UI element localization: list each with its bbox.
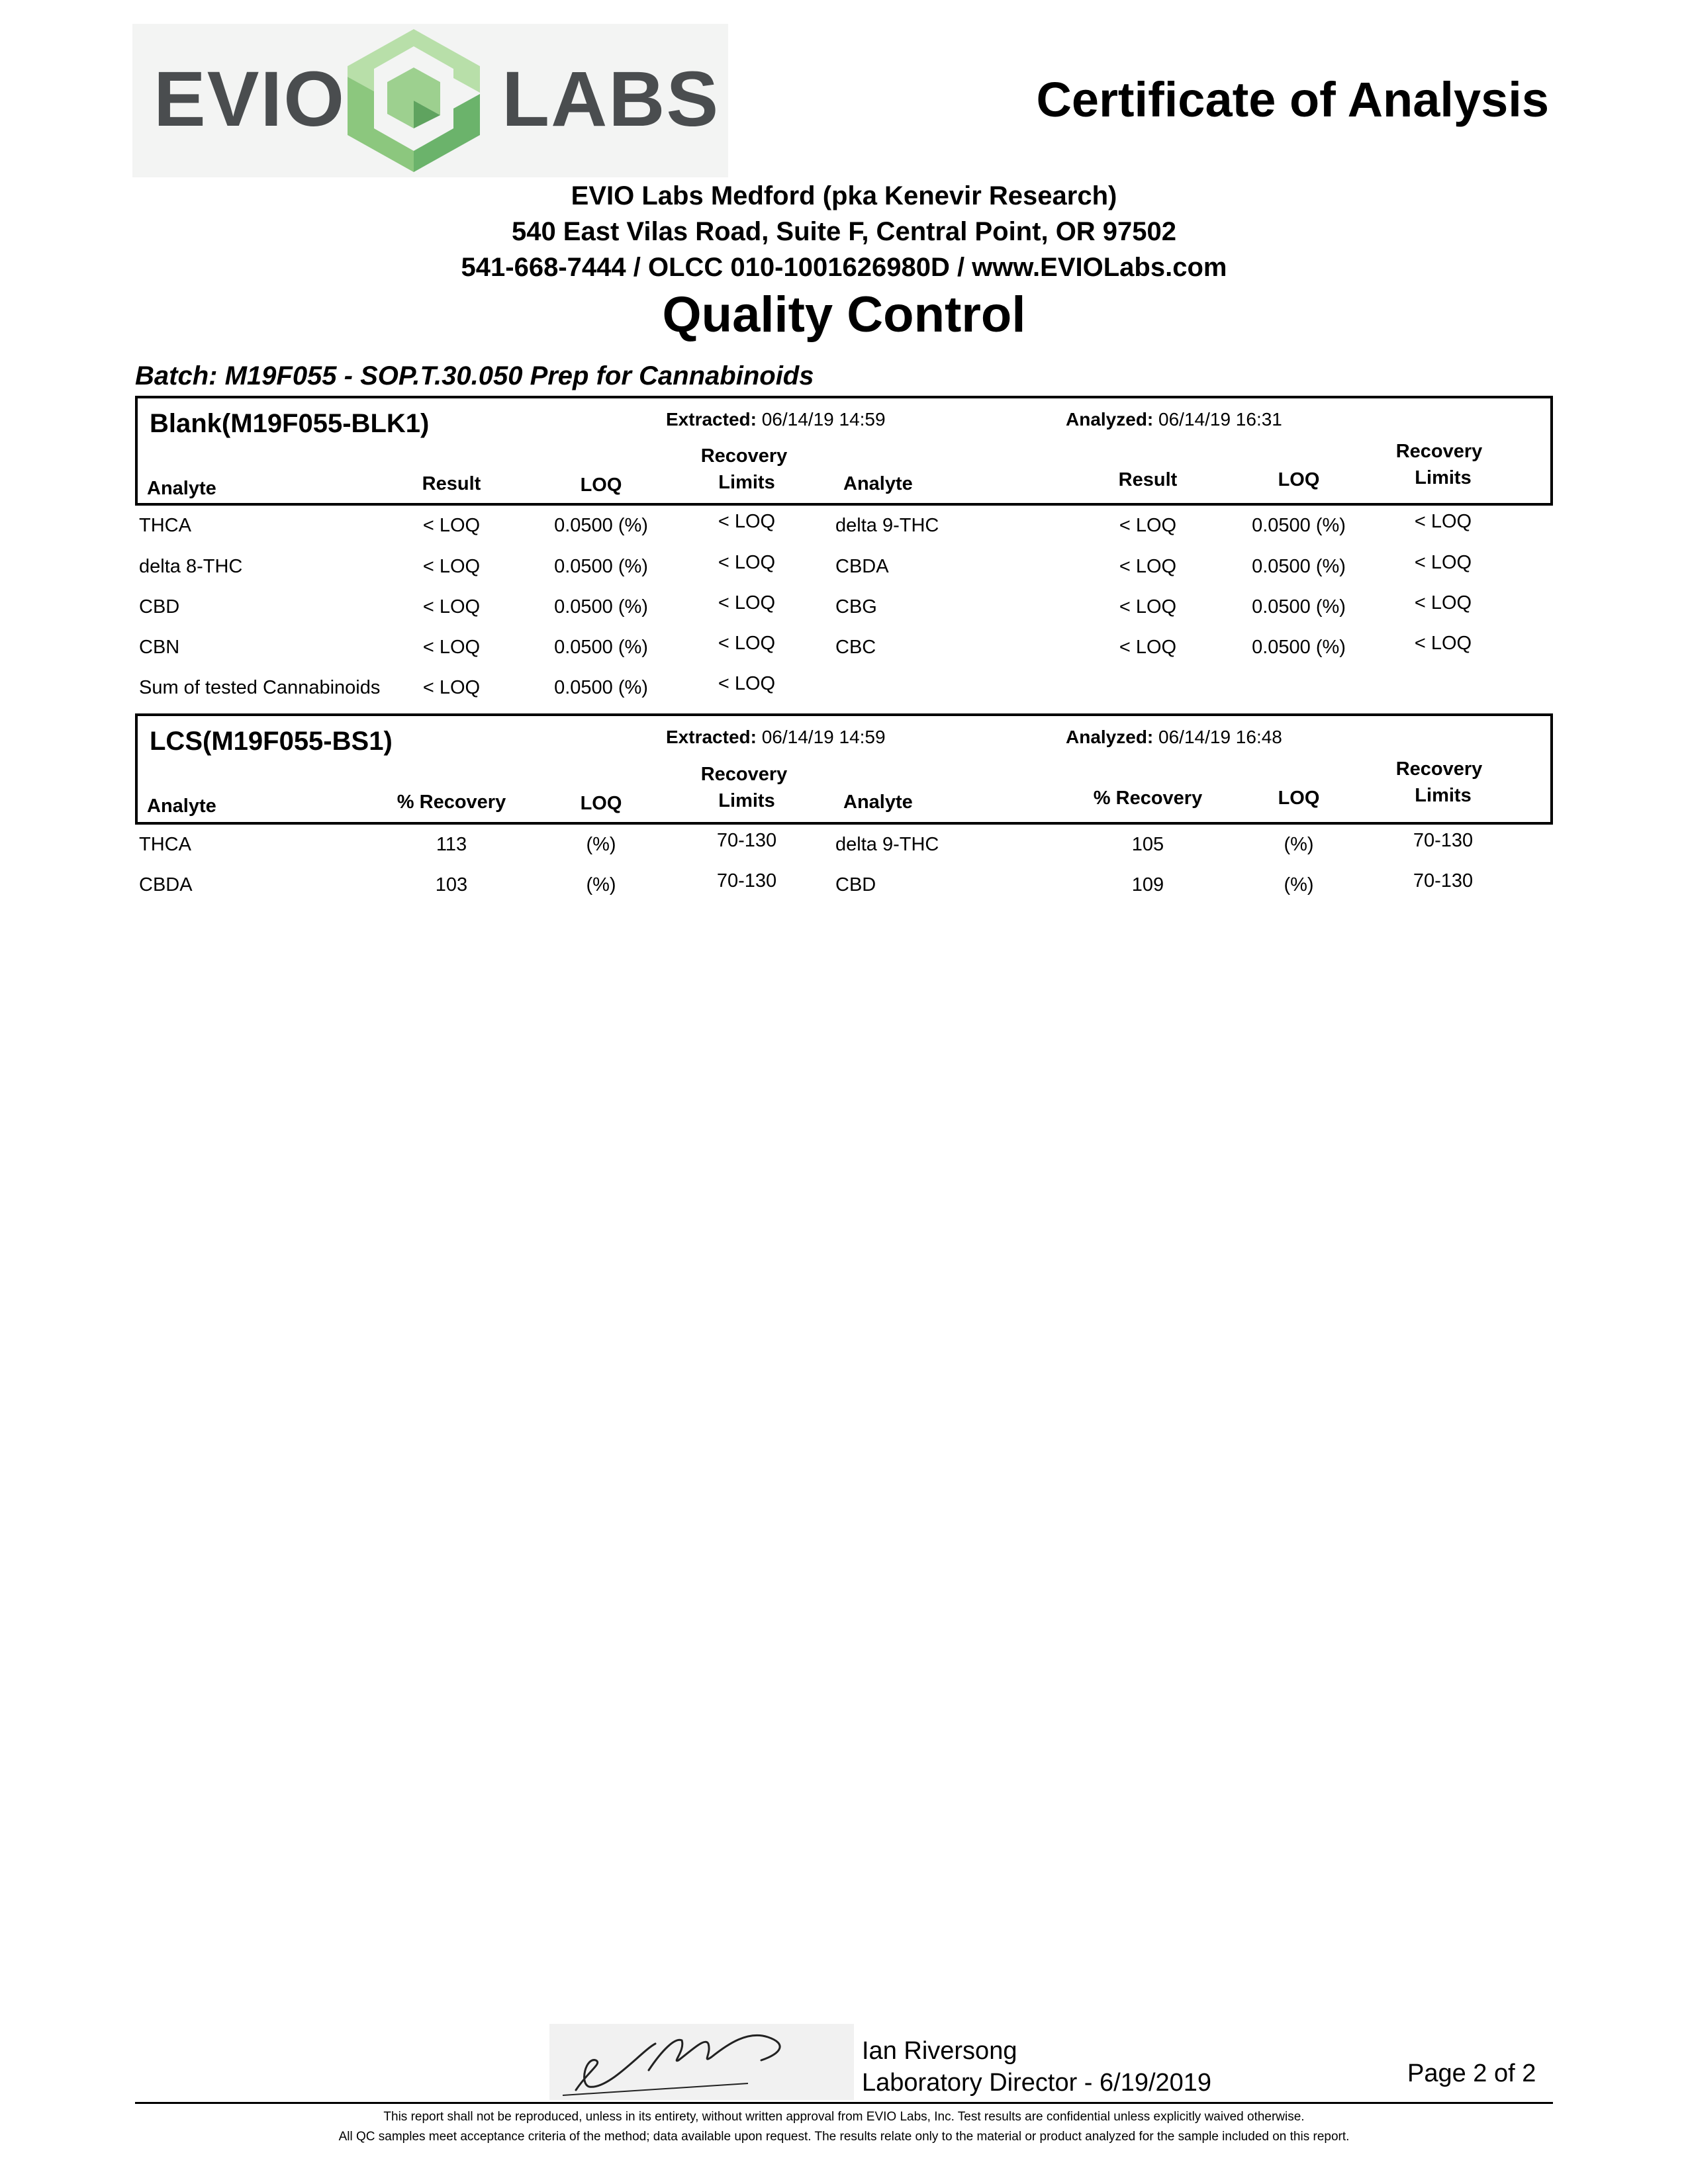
lcs-limits: 70-130 [1413,870,1474,891]
lcs-extracted [666,727,886,748]
blank-analyte: delta 9-THC [835,515,939,536]
blank-analyzed [1066,409,1282,430]
lcs-col-recovery-pct-1: % Recovery [397,792,506,813]
blank-col-loq-2: LOQ [1278,469,1320,490]
blank-result: < LOQ [1119,596,1177,617]
blank-limits: < LOQ [718,592,776,614]
blank-col-limits-1: Limits [718,472,775,493]
lcs-analyte: delta 9-THC [835,834,939,855]
lcs-title: LCS(M19F055-BS1) [150,727,393,756]
lcs-extracted-label: Extracted: [666,727,757,747]
blank-limits: < LOQ [718,552,776,573]
blank-loq: 0.0500 (%) [554,677,648,698]
blank-loq: 0.0500 (%) [554,637,648,658]
blank-extracted [666,409,886,430]
blank-loq: 0.0500 (%) [1252,637,1346,658]
blank-loq: 0.0500 (%) [1252,596,1346,617]
lcs-col-recovery-pct-2: % Recovery [1093,788,1203,809]
blank-col-limits-2: Limits [1415,467,1472,488]
signature-image [549,2024,854,2100]
blank-result: < LOQ [422,515,481,536]
lcs-analyzed-label: Analyzed: [1066,727,1154,747]
lcs-limits: 70-130 [1413,830,1474,851]
lcs-analyte: THCA [139,834,191,855]
signer-title: Laboratory Director - 6/19/2019 [862,2069,1212,2097]
footnote-line-2: All QC samples meet acceptance criteria of the method; data available upon request. The results relate only to the material or product analyzed for the sample included on this report. [338,2130,1350,2144]
lcs-col-limits-2: Limits [1415,785,1472,806]
blank-result: < LOQ [1119,515,1177,536]
lcs-analyte: CBDA [139,874,193,895]
lcs-col-loq-2: LOQ [1278,788,1320,809]
blank-col-recovery-2: Recovery [1395,441,1483,462]
blank-col-recovery-1: Recovery [700,445,788,467]
blank-limits: < LOQ [718,673,776,694]
lcs-col-recovery-2: Recovery [1395,758,1483,780]
logo-cube-icon [348,29,480,172]
blank-limits: < LOQ [1414,511,1472,532]
lcs-col-recovery-1: Recovery [700,764,788,785]
page-number: Page 2 of 2 [1407,2060,1536,2087]
blank-analyte: Sum of tested Cannabinoids [139,677,381,698]
blank-limits: < LOQ [718,633,776,654]
page-title: Quality Control [662,287,1026,343]
blank-analyte: CBD [139,596,180,617]
signer-name: Ian Riversong [862,2037,1017,2065]
lcs-loq: (%) [586,834,616,855]
lcs-col-analyte-2: Analyte [843,792,913,813]
blank-col-result-2: Result [1118,469,1178,490]
blank-analyte: CBDA [835,556,889,577]
lcs-recovery: 105 [1131,834,1164,855]
lcs-limits: 70-130 [716,830,777,851]
blank-col-analyte-1: Analyte [147,478,216,499]
blank-col-loq-1: LOQ [580,475,622,496]
blank-analyzed-label: Analyzed: [1066,409,1154,430]
lab-address: 540 East Vilas Road, Suite F, Central Point, OR 97502 [511,217,1177,246]
blank-loq: 0.0500 (%) [1252,556,1346,577]
blank-limits: < LOQ [718,511,776,532]
blank-loq: 0.0500 (%) [1252,515,1346,536]
logo-text-evio: EVIO [154,56,346,143]
lcs-recovery: 103 [435,874,468,895]
lcs-recovery: 109 [1131,874,1164,895]
logo-text-labs: LABS [502,56,720,143]
lcs-limits: 70-130 [716,870,777,891]
lcs-loq: (%) [1284,874,1314,895]
blank-analyte: CBC [835,637,876,658]
blank-title: Blank(M19F055-BLK1) [150,409,430,438]
lcs-loq: (%) [586,874,616,895]
lcs-col-limits-1: Limits [718,790,775,811]
footer-divider [135,2102,1553,2104]
lcs-extracted-value: 06/14/19 14:59 [761,727,886,747]
batch-label: Batch: M19F055 - SOP.T.30.050 Prep for Cannabinoids [135,361,814,390]
blank-col-analyte-2: Analyte [843,473,913,494]
lcs-analyzed-value: 06/14/19 16:48 [1158,727,1282,747]
lab-name: EVIO Labs Medford (pka Kenevir Research) [571,181,1117,210]
blank-loq: 0.0500 (%) [554,596,648,617]
lcs-col-analyte-1: Analyte [147,796,216,817]
blank-analyte: THCA [139,515,191,536]
document-title: Certificate of Analysis [1036,72,1549,127]
lcs-loq: (%) [1284,834,1314,855]
blank-col-result-1: Result [422,473,481,494]
blank-loq: 0.0500 (%) [554,556,648,577]
blank-result: < LOQ [422,556,481,577]
lcs-col-loq-1: LOQ [580,793,622,814]
lcs-analyte: CBD [835,874,876,895]
footnote-line-1: This report shall not be reproduced, unless in its entirety, without written approval from EVIO Labs, Inc. Test results are confidential unless explicitly waived otherwise. [383,2110,1305,2124]
blank-result: < LOQ [1119,637,1177,658]
blank-limits: < LOQ [1414,633,1472,654]
blank-analyte: CBN [139,637,180,658]
lab-contact: 541-668-7444 / OLCC 010-1001626980D / www.EVIOLabs.com [461,253,1227,282]
blank-analyzed-value: 06/14/19 16:31 [1158,409,1282,430]
blank-result: < LOQ [422,637,481,658]
blank-result: < LOQ [422,596,481,617]
blank-analyte: CBG [835,596,877,617]
lcs-analyzed [1066,727,1282,748]
blank-extracted-value: 06/14/19 14:59 [761,409,886,430]
lcs-recovery: 113 [436,834,467,855]
blank-limits: < LOQ [1414,552,1472,573]
blank-extracted-label: Extracted: [666,409,757,430]
blank-loq: 0.0500 (%) [554,515,648,536]
blank-result: < LOQ [422,677,481,698]
blank-result: < LOQ [1119,556,1177,577]
blank-limits: < LOQ [1414,592,1472,614]
blank-analyte: delta 8-THC [139,556,243,577]
